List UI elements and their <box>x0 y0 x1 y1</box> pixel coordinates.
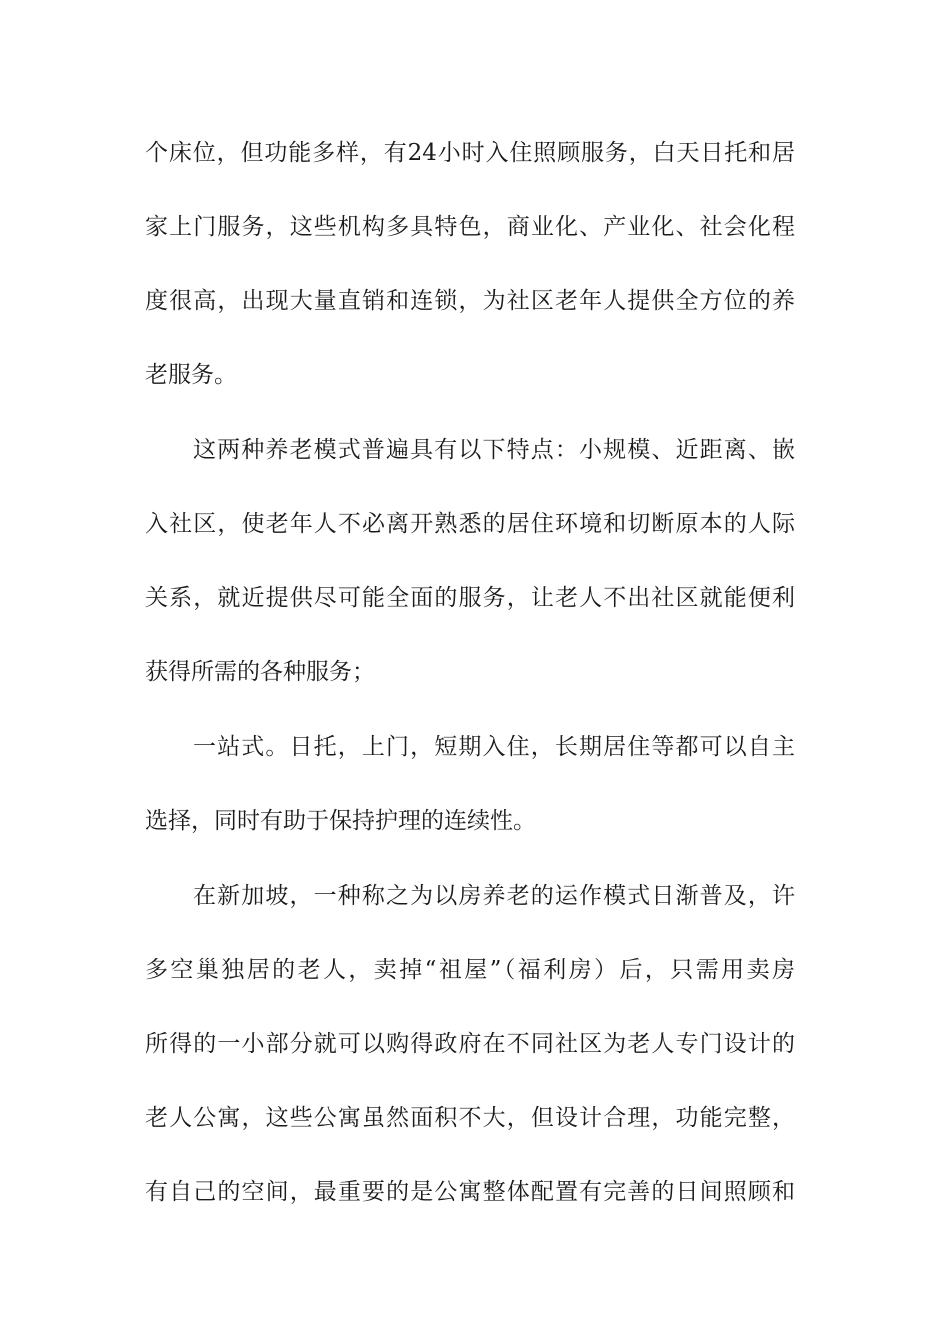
text-line-3: 度很高，出现大量直销和连锁，为社区老年人提供全方位的养 <box>145 288 795 314</box>
text-line-4: 老服务。 <box>145 362 237 388</box>
paragraph-4-line-5: 有自己的空间，最重要的是公寓整体配置有完善的日间照顾和 <box>145 1179 795 1205</box>
paragraph-2-line-2: 入社区，使老年人不必离开熟悉的居住环境和切断原本的人际 <box>145 511 795 537</box>
text-line-1: 个床位，但功能多样，有24小时入住照顾服务，白天日托和居 <box>145 140 795 166</box>
paragraph-3-line-2: 选择，同时有助于保持护理的连续性。 <box>145 808 536 834</box>
paragraph-4-line-2: 多空巢独居的老人，卖掉“祖屋”（福利房）后，只需用卖房 <box>145 957 795 983</box>
paragraph-3-line-1: 一站式。日托，上门，短期入住，长期居住等都可以自主 <box>193 734 795 760</box>
paragraph-4-line-1: 在新加坡，一种称之为以房养老的运作模式日渐普及，许 <box>193 883 795 909</box>
paragraph-4-line-3: 所得的一小部分就可以购得政府在不同社区为老人专门设计的 <box>145 1031 795 1057</box>
text-line-2: 家上门服务，这些机构多具特色，商业化、产业化、社会化程 <box>145 214 795 240</box>
paragraph-2-line-3: 关系，就近提供尽可能全面的服务，让老人不出社区就能便利 <box>145 585 795 611</box>
paragraph-2-line-4: 获得所需的各种服务； <box>145 659 375 685</box>
paragraph-4-line-4: 老人公寓，这些公寓虽然面积不大，但设计合理，功能完整， <box>145 1105 795 1131</box>
paragraph-2-line-1: 这两种养老模式普遍具有以下特点：小规模、近距离、嵌 <box>193 437 795 463</box>
